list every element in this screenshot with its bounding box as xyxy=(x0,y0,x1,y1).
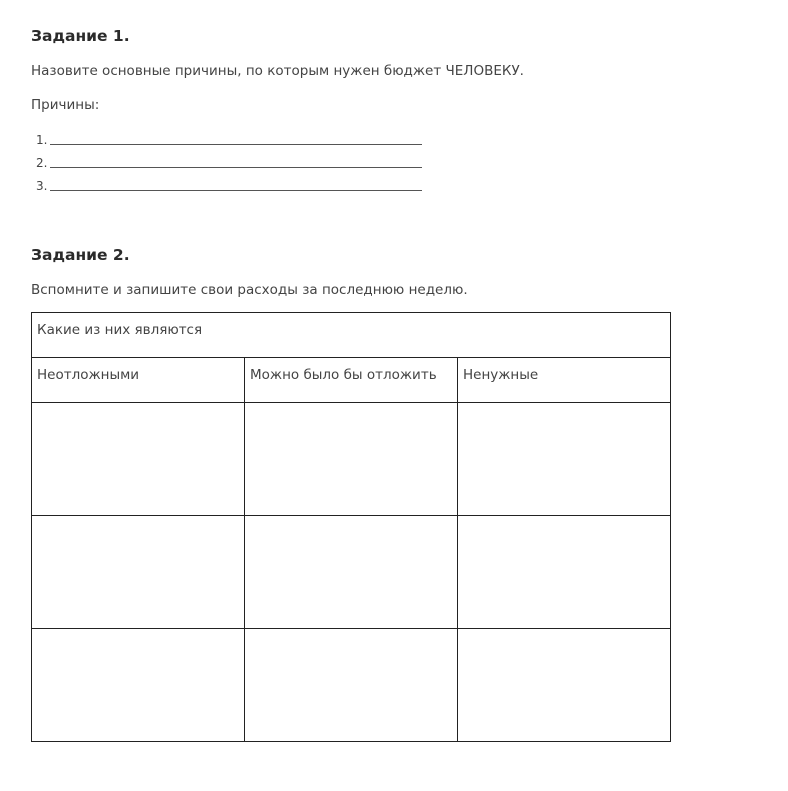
empty-cell[interactable] xyxy=(245,629,458,742)
table-header-label: Какие из них являются xyxy=(37,322,203,338)
table-header-cell xyxy=(32,313,671,358)
reason-number: 1. xyxy=(36,133,48,147)
table-header-row xyxy=(32,313,671,358)
reason-blank-line[interactable] xyxy=(50,131,422,145)
task1-title: Задание 1. xyxy=(31,27,130,45)
reason-number: 2. xyxy=(36,156,48,170)
column-postponable-label: Можно было бы отложить xyxy=(250,367,437,383)
table-columns-row xyxy=(32,358,671,403)
table-row xyxy=(32,516,671,629)
reason-line-1 xyxy=(36,131,422,154)
empty-cell[interactable] xyxy=(458,403,671,516)
task2-instruction: Вспомните и запишите свои расходы за последнюю неделю. xyxy=(31,282,468,298)
column-postponable xyxy=(245,358,458,403)
column-urgent xyxy=(32,358,245,403)
column-unnecessary-label: Ненужные xyxy=(463,367,539,383)
column-urgent-label: Неотложными xyxy=(37,367,140,383)
reason-blank-line[interactable] xyxy=(50,177,422,191)
empty-cell[interactable] xyxy=(32,629,245,742)
empty-cell[interactable] xyxy=(458,516,671,629)
reason-line-3 xyxy=(36,177,422,200)
reason-number: 3. xyxy=(36,179,48,193)
reasons-list xyxy=(36,131,422,200)
empty-cell[interactable] xyxy=(32,403,245,516)
reason-line-2 xyxy=(36,154,422,177)
table-row xyxy=(32,403,671,516)
empty-cell[interactable] xyxy=(32,516,245,629)
empty-cell[interactable] xyxy=(245,516,458,629)
reasons-label: Причины: xyxy=(31,97,100,113)
column-unnecessary xyxy=(458,358,671,403)
reason-blank-line[interactable] xyxy=(50,154,422,168)
task2-title: Задание 2. xyxy=(31,246,130,264)
task1-instruction: Назовите основные причины, по которым нужен бюджет ЧЕЛОВЕКУ. xyxy=(31,63,524,79)
empty-cell[interactable] xyxy=(458,629,671,742)
table-row xyxy=(32,629,671,742)
expenses-table xyxy=(31,312,671,742)
empty-cell[interactable] xyxy=(245,403,458,516)
